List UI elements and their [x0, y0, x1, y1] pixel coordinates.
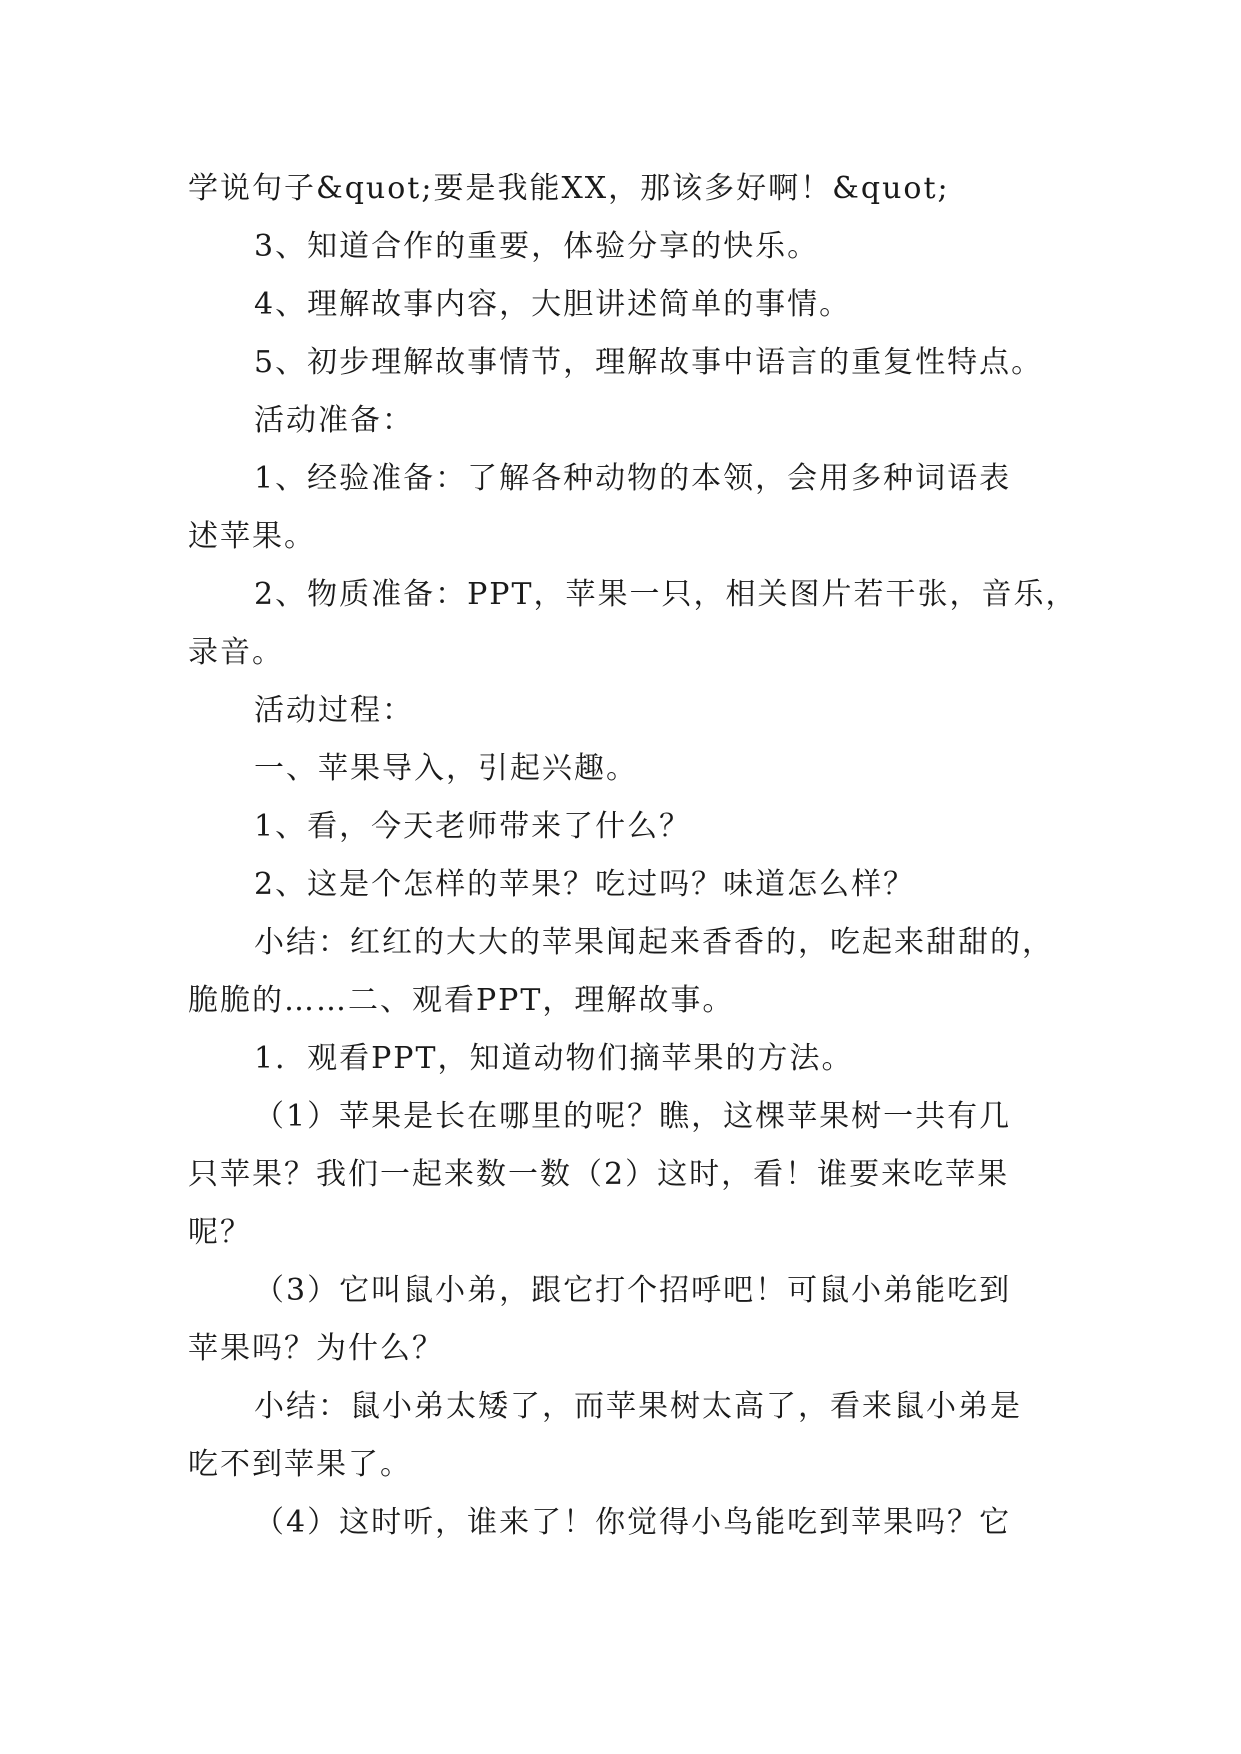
section-heading: 活动过程： — [254, 693, 414, 728]
paragraph-line: （3）它叫鼠小弟，跟它打个招呼吧！可鼠小弟能吃到 — [254, 1273, 1012, 1308]
paragraph-line: 1、看，今天老师带来了什么？ — [254, 809, 692, 844]
section-heading: 活动准备： — [254, 403, 414, 438]
paragraph-line: 1．观看PPT，知道动物们摘苹果的方法。 — [254, 1041, 854, 1076]
paragraph-line: 2、这是个怎样的苹果？吃过吗？味道怎么样？ — [254, 867, 916, 902]
paragraph-line: （1）苹果是长在哪里的呢？瞧，这棵苹果树一共有几 — [254, 1099, 1012, 1134]
paragraph-line: 呢？ — [188, 1215, 252, 1250]
paragraph-line: 小结：鼠小弟太矮了，而苹果树太高了，看来鼠小弟是 — [254, 1389, 1022, 1424]
paragraph-line: 述苹果。 — [188, 519, 316, 554]
paragraph-line: 只苹果？我们一起来数一数（2）这时，看！谁要来吃苹果 — [188, 1157, 1010, 1192]
paragraph-line: 吃不到苹果了。 — [188, 1447, 412, 1482]
paragraph-line: 2、物质准备：PPT，苹果一只，相关图片若干张，音乐， — [254, 577, 1078, 612]
paragraph-line: 学说句子&quot;要是我能XX，那该多好啊！&quot; — [188, 171, 950, 206]
paragraph-line: 3、知道合作的重要，体验分享的快乐。 — [254, 229, 820, 264]
paragraph-line: 小结：红红的大大的苹果闻起来香香的，吃起来甜甜的， — [254, 925, 1054, 960]
paragraph-line: 一、苹果导入，引起兴趣。 — [254, 751, 638, 786]
paragraph-line: 录音。 — [188, 635, 284, 670]
paragraph-line: 5、初步理解故事情节，理解故事中语言的重复性特点。 — [254, 345, 1044, 380]
document-body — [188, 160, 1078, 1552]
paragraph-line: （4）这时听，谁来了！你觉得小鸟能吃到苹果吗？它 — [254, 1505, 1012, 1540]
paragraph-line: 脆脆的……二、观看PPT，理解故事。 — [188, 983, 735, 1018]
paragraph-line: 4、理解故事内容，大胆讲述简单的事情。 — [254, 287, 852, 322]
paragraph-line: 1、经验准备：了解各种动物的本领，会用多种词语表 — [254, 461, 1012, 496]
paragraph-line: 苹果吗？为什么？ — [188, 1331, 444, 1366]
